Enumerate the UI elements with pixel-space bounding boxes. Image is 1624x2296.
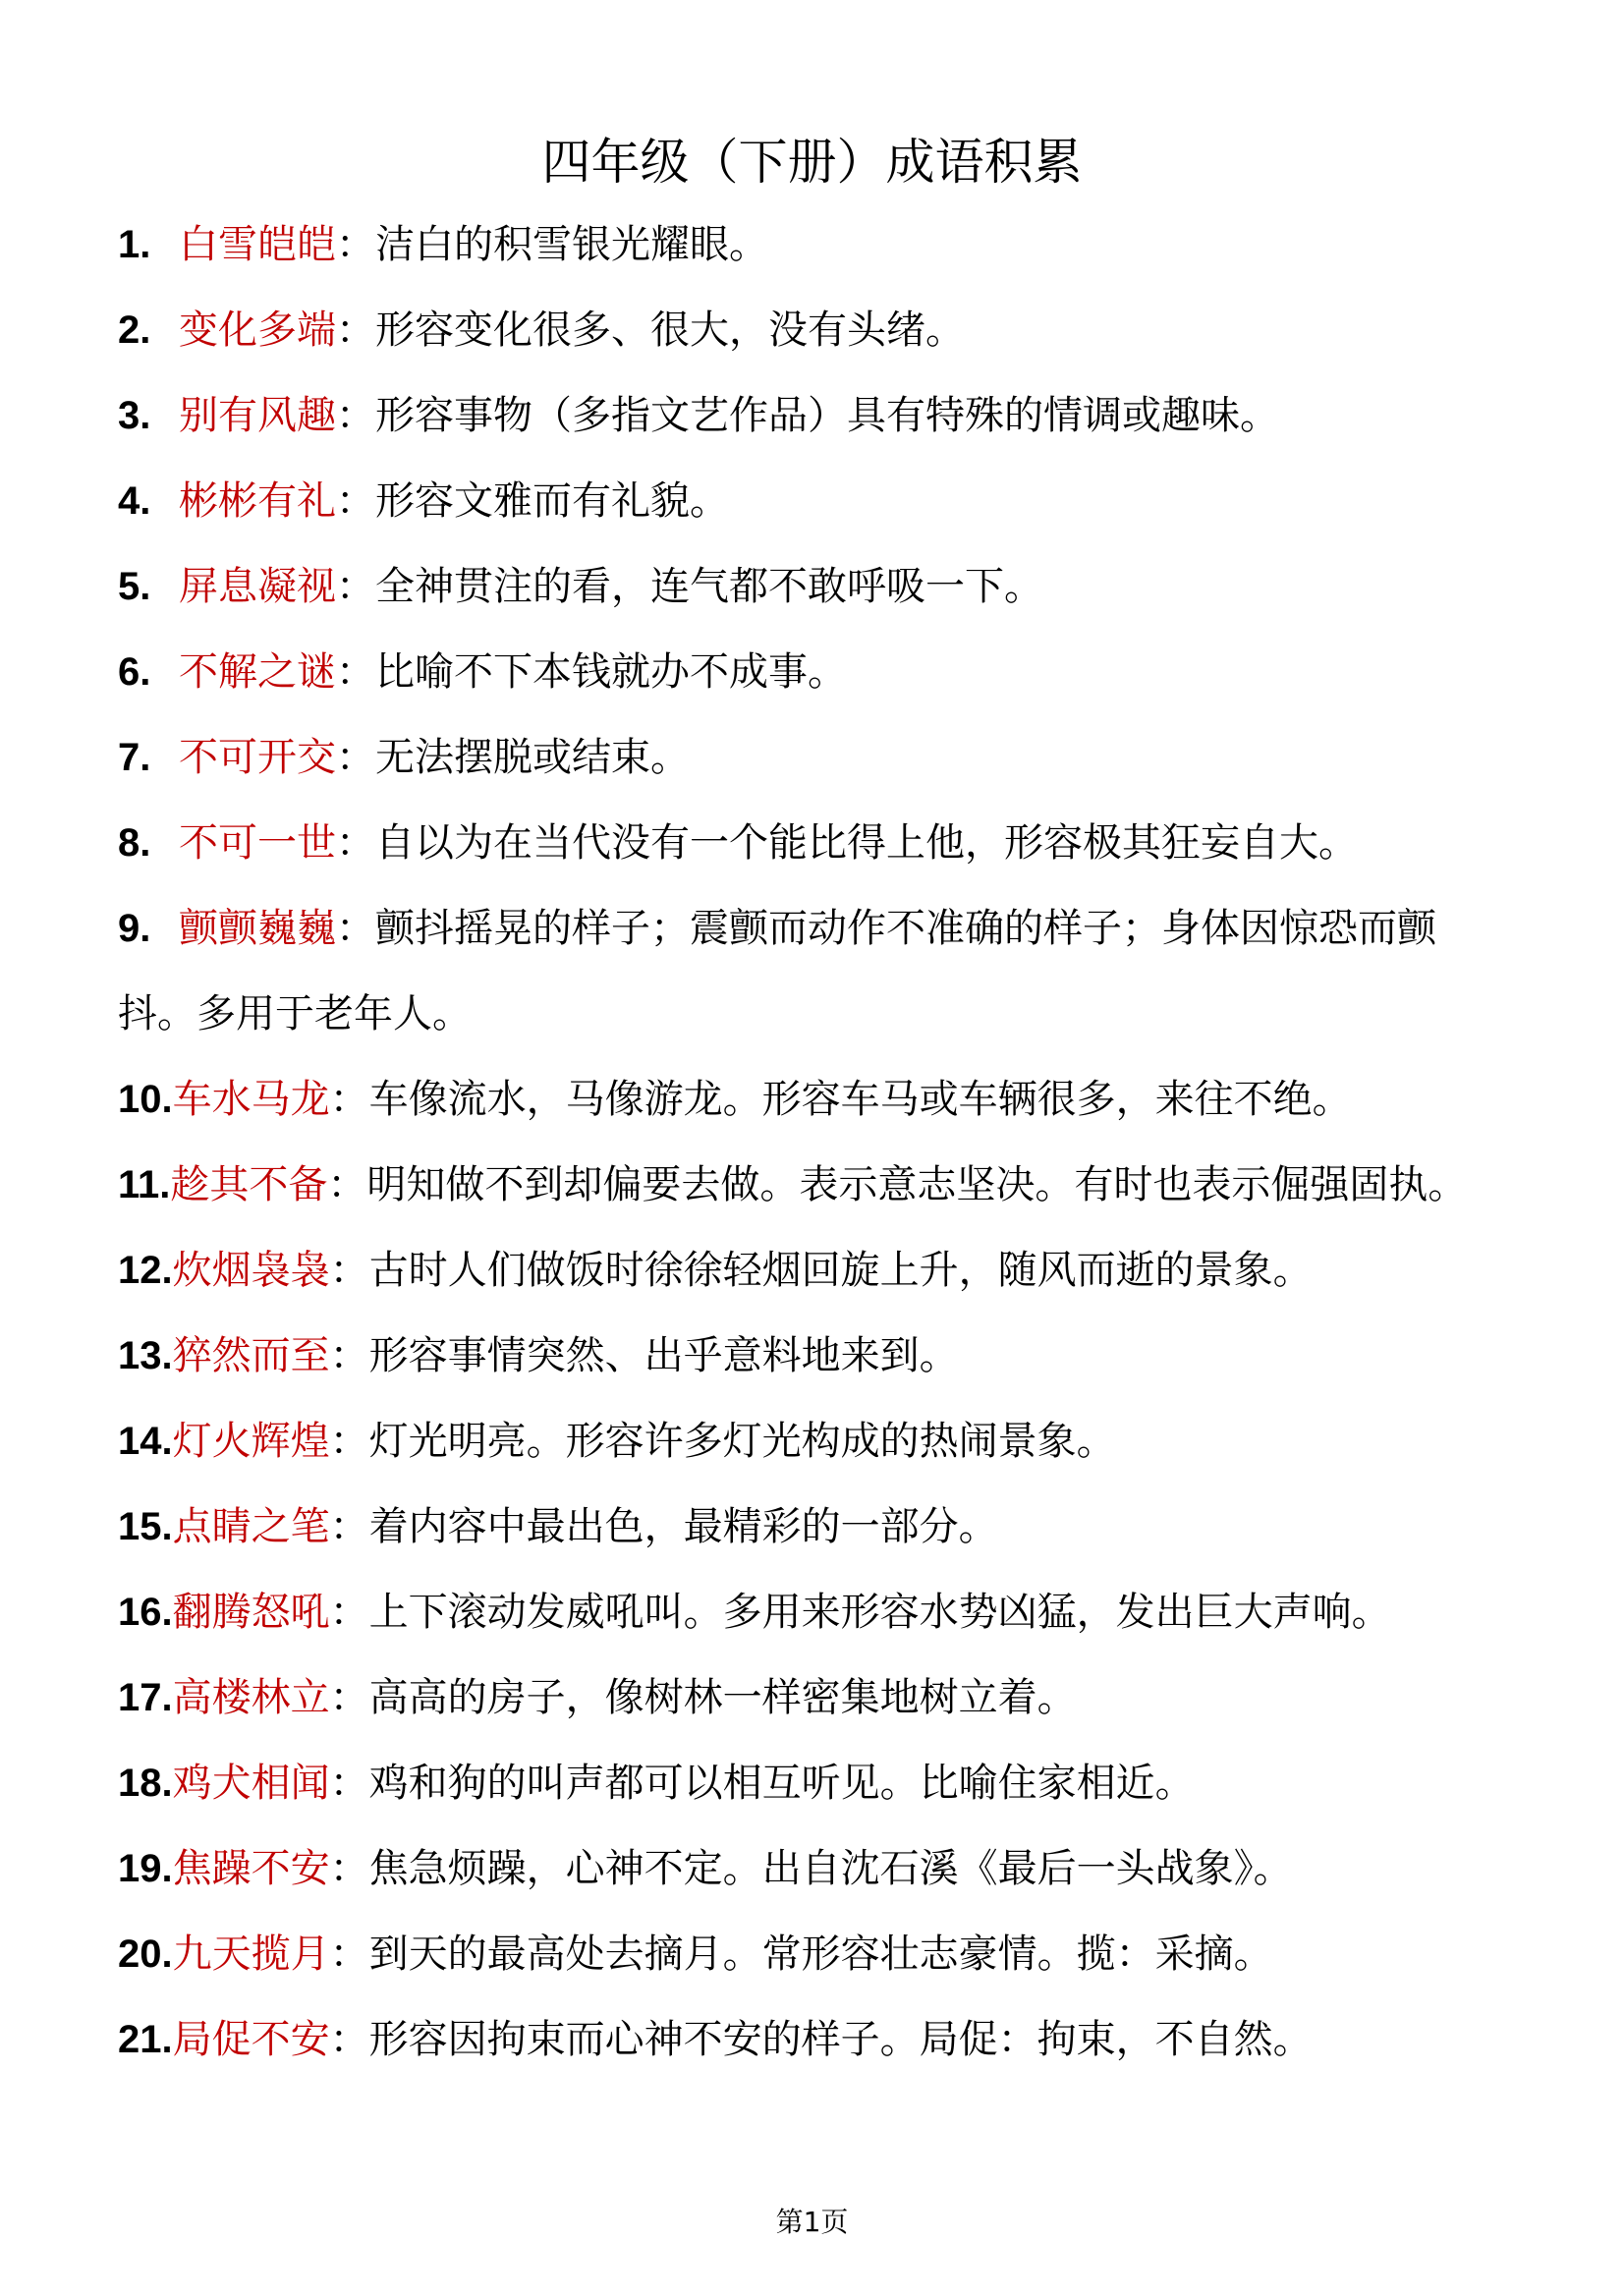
separator: ：: [336, 478, 375, 524]
idiom-term: 局促不安: [172, 2017, 330, 2062]
list-item: [118, 886, 1513, 1057]
idiom-list: [118, 202, 1513, 2083]
item-number: 4.: [118, 479, 151, 523]
item-number: 3.: [118, 394, 151, 437]
idiom-definition: 形容事情突然、出乎意料地来到。: [368, 1333, 959, 1378]
separator: ：: [336, 308, 375, 353]
idiom-definition: 焦急烦躁，心神不定。出自沈石溪《最后一头战象》。: [368, 1846, 1293, 1891]
idiom-term: 焦躁不安: [172, 1846, 330, 1891]
separator: ：: [329, 1077, 369, 1122]
idiom-term: 白雪皑皑: [179, 222, 336, 267]
idiom-term: 炊烟袅袅: [172, 1248, 330, 1293]
separator: ：: [329, 2017, 369, 2062]
separator: ：: [329, 1675, 369, 1720]
idiom-term: 高楼林立: [172, 1675, 330, 1720]
list-item: [118, 1912, 1513, 1997]
item-number: 16.: [118, 1591, 173, 1634]
separator: ：: [336, 906, 375, 951]
item-number: 6.: [118, 650, 151, 694]
separator: ：: [329, 1846, 369, 1891]
idiom-definition: 车像流水，马像游龙。形容车马或车辆很多，来往不绝。: [368, 1077, 1352, 1122]
separator: ：: [336, 564, 375, 609]
idiom-term: 猝然而至: [172, 1333, 330, 1378]
idiom-term: 变化多端: [179, 308, 336, 353]
list-item: [118, 544, 1513, 630]
item-number: 8.: [118, 821, 151, 865]
item-number: 17.: [118, 1676, 173, 1719]
idiom-term: 灯火辉煌: [172, 1419, 330, 1464]
list-item: [118, 1826, 1513, 1912]
idiom-definition: 形容因拘束而心神不安的样子。局促：拘束，不自然。: [368, 2017, 1313, 2062]
list-item: [118, 1997, 1513, 2083]
page-number: 第1页: [775, 2206, 849, 2238]
idiom-definition: 古时人们做饭时徐徐轻烟回旋上升，随风而逝的景象。: [368, 1248, 1313, 1293]
list-item: [118, 1741, 1513, 1826]
separator: ：: [336, 649, 375, 695]
idiom-term: 鸡犬相闻: [172, 1761, 330, 1806]
separator: ：: [336, 820, 375, 866]
item-number: 7.: [118, 736, 151, 779]
idiom-term: 翻腾怒吼: [172, 1590, 330, 1635]
separator: ：: [329, 1248, 369, 1293]
idiom-term: 彬彬有礼: [179, 478, 336, 524]
item-number: 14.: [118, 1420, 173, 1463]
list-item: [118, 1228, 1513, 1314]
list-item: [118, 1057, 1513, 1143]
item-number: 9.: [118, 907, 151, 950]
idiom-definition: 全神贯注的看，连气都不敢呼吸一下。: [375, 564, 1043, 609]
list-item: [118, 459, 1513, 544]
idiom-definition: 着内容中最出色，最精彩的一部分。: [368, 1504, 998, 1549]
separator: ：: [329, 1419, 369, 1464]
idiom-term: 不可开交: [179, 735, 336, 780]
list-item: [118, 715, 1513, 801]
list-item: [118, 1143, 1513, 1228]
separator: ：: [329, 1761, 369, 1806]
idiom-definition: 洁白的积雪银光耀眼。: [375, 222, 768, 267]
list-item: [118, 1484, 1513, 1570]
idiom-definition: 到天的最高处去摘月。常形容壮志豪情。揽：采摘。: [368, 1932, 1273, 1977]
item-number: 5.: [118, 565, 151, 608]
list-item: [118, 202, 1513, 288]
idiom-term: 点睛之笔: [172, 1504, 330, 1549]
idiom-definition: 形容文雅而有礼貌。: [375, 478, 729, 524]
separator: ：: [336, 735, 375, 780]
list-item: [118, 373, 1513, 459]
item-number: 12.: [118, 1249, 173, 1292]
idiom-definition: 上下滚动发威吼叫。多用来形容水势凶猛，发出巨大声响。: [368, 1590, 1391, 1635]
idiom-term: 屏息凝视: [179, 564, 336, 609]
item-number: 11.: [118, 1163, 171, 1206]
idiom-term: 九天揽月: [172, 1932, 330, 1977]
item-number: 2.: [118, 308, 151, 352]
item-number: 10.: [118, 1078, 173, 1121]
list-item: [118, 288, 1513, 373]
idiom-term: 别有风趣: [179, 393, 336, 438]
idiom-definition: 高高的房子，像树林一样密集地树立着。: [368, 1675, 1077, 1720]
separator: ：: [336, 393, 375, 438]
idiom-term: 趁其不备: [170, 1162, 328, 1207]
idiom-definition: 比喻不下本钱就办不成事。: [375, 649, 847, 695]
separator: ：: [327, 1162, 367, 1207]
idiom-definition: 明知做不到却偏要去做。表示意志坚决。有时也表示倔强固执。: [366, 1162, 1468, 1207]
separator: ：: [336, 222, 375, 267]
idiom-definition: 颤抖摇晃的样子；震颤而动作不准确的样子；身体因惊恐而颤抖。多用于老年人。: [118, 906, 1436, 1036]
item-number: 15.: [118, 1505, 173, 1548]
idiom-term: 不可一世: [179, 820, 336, 866]
separator: ：: [329, 1590, 369, 1635]
item-number: 18.: [118, 1762, 173, 1805]
separator: ：: [329, 1504, 369, 1549]
list-item: [118, 1399, 1513, 1484]
item-number: 1.: [118, 223, 151, 266]
idiom-definition: 灯光明亮。形容许多灯光构成的热闹景象。: [368, 1419, 1116, 1464]
item-number: 19.: [118, 1847, 173, 1890]
list-item: [118, 630, 1513, 715]
separator: ：: [329, 1932, 369, 1977]
list-item: [118, 1570, 1513, 1655]
idiom-definition: 形容变化很多、很大，没有头绪。: [375, 308, 965, 353]
item-number: 21.: [118, 2018, 173, 2061]
idiom-term: 车水马龙: [172, 1077, 330, 1122]
idiom-definition: 无法摆脱或结束。: [375, 735, 690, 780]
item-number: 20.: [118, 1932, 173, 1976]
idiom-definition: 形容事物（多指文艺作品）具有特殊的情调或趣味。: [375, 393, 1279, 438]
page-title: 四年级（下册）成语积累: [541, 134, 1083, 191]
idiom-term: 颤颤巍巍: [179, 906, 336, 951]
list-item: [118, 801, 1513, 886]
list-item: [118, 1314, 1513, 1399]
separator: ：: [329, 1333, 369, 1378]
list-item: [118, 1655, 1513, 1741]
idiom-definition: 自以为在当代没有一个能比得上他，形容极其狂妄自大。: [375, 820, 1358, 866]
item-number: 13.: [118, 1334, 173, 1377]
idiom-term: 不解之谜: [179, 649, 336, 695]
idiom-definition: 鸡和狗的叫声都可以相互听见。比喻住家相近。: [368, 1761, 1195, 1806]
